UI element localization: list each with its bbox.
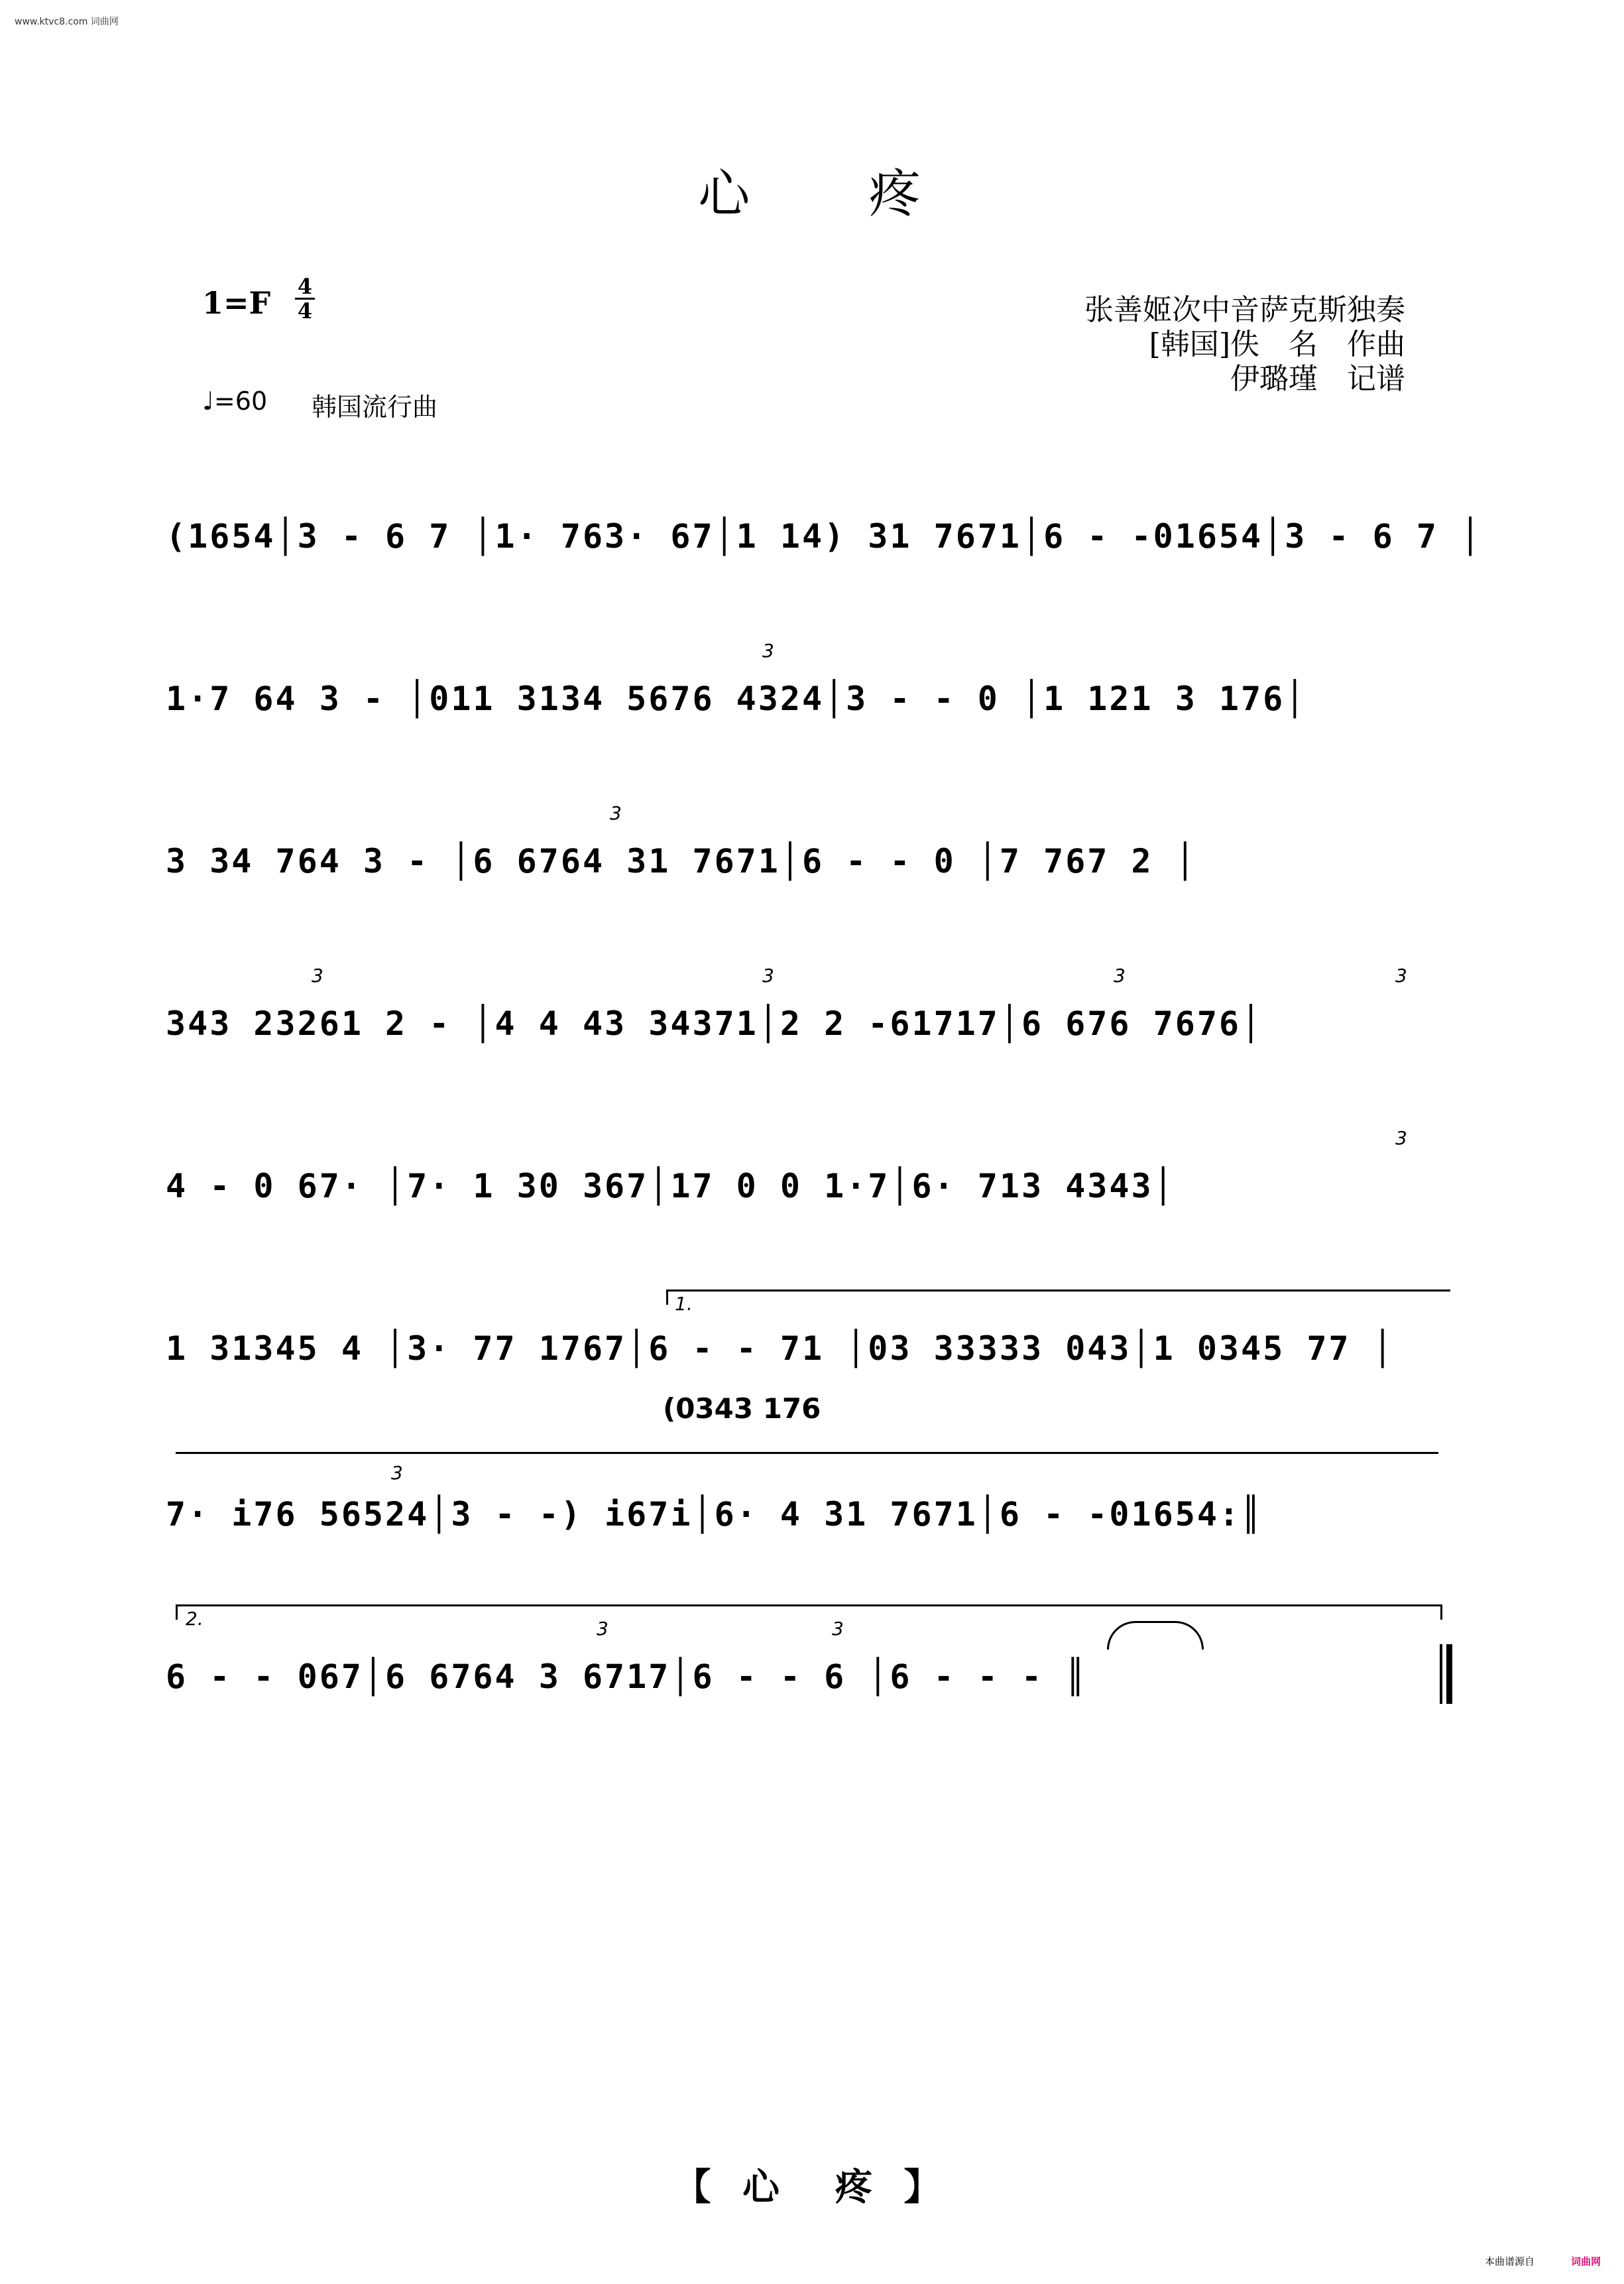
transcriber-credit: 伊璐瑾 记谱 [1230,362,1405,396]
volta-1-label: 1. [675,1293,693,1315]
final-barline-thin [1440,1644,1442,1704]
triplet-mark: 3 [597,1618,609,1640]
footer-source-label: 本曲谱源自 [1485,2255,1535,2267]
composer-credit: [韩国]佚 名 作曲 [1149,328,1405,361]
alt-phrase: (0343 176 [663,1392,821,1425]
triplet-mark: 3 [762,640,774,662]
score-line-1: (1654│3 - 6 7 │1· 763· 67│1 14) 31 7671│6 - -01654│3 - 6 7 │ [166,517,1483,556]
triplet-mark: 3 [610,802,622,824]
time-signature-top: 4 [297,274,313,299]
triplet-mark: 3 [391,1462,403,1484]
credits-block [809,293,1405,396]
score-line-6: 1 31345 4 │3· 77 1767│6 - - 71 │03 33333 043│1 0345 77 │ [166,1329,1395,1368]
volta-2-bracket [176,1604,1442,1620]
triplet-mark: 3 [1395,1127,1407,1149]
right-watermark-strip [1617,0,1624,2284]
site-corner-label: www.ktvc8.com 词曲网 [15,17,119,27]
time-signature-bottom: 4 [297,298,313,324]
score-line-8: 6 - - 067│6 6764 3 6717│6 - - 6 │6 - - - ║ [166,1657,1088,1696]
score-title: 心 疼 [698,164,926,224]
score-line-7: 7· i76 56524│3 - -) i67i│6· 4 31 7671│6 - -01654:║ [166,1495,1263,1533]
genre-label: 韩国流行曲 [312,392,438,422]
volta-1-continuation [176,1452,1438,1454]
footer-site-logo: 词曲网 [1571,2255,1601,2267]
triplet-mark: 3 [1114,965,1126,987]
performer-credit: 张善姬次中音萨克斯独奏 [1084,293,1405,327]
left-watermark-strip [0,0,7,2284]
final-barline-thick [1446,1644,1452,1704]
time-signature [295,276,315,322]
triplet-mark: 3 [312,965,323,987]
footer-title: 【 心 疼 】 [673,2165,951,2209]
triplet-mark: 3 [762,965,774,987]
score-line-2: 1·7 64 3 - │011 3134 5676 4324│3 - - 0 │1 121 3 176│ [166,680,1307,718]
tie-slur [1107,1621,1204,1650]
volta-1-bracket [666,1290,1450,1305]
triplet-mark: 3 [1395,965,1407,987]
score-line-4: 343 23261 2 - │4 4 43 34371│2 2 -61717│6 676 7676│ [166,1004,1263,1043]
key-signature: 1=F [202,285,271,321]
tempo-marking: ♩=60 [202,387,268,416]
volta-2-label: 2. [186,1608,203,1630]
score-line-3: 3 34 764 3 - │6 6764 31 7671│6 - - 0 │7 767 2 │ [166,842,1197,880]
score-line-5: 4 - 0 67· │7· 1 30 367│17 0 0 1·7│6· 713 4343│ [166,1167,1175,1205]
triplet-mark: 3 [832,1618,844,1640]
